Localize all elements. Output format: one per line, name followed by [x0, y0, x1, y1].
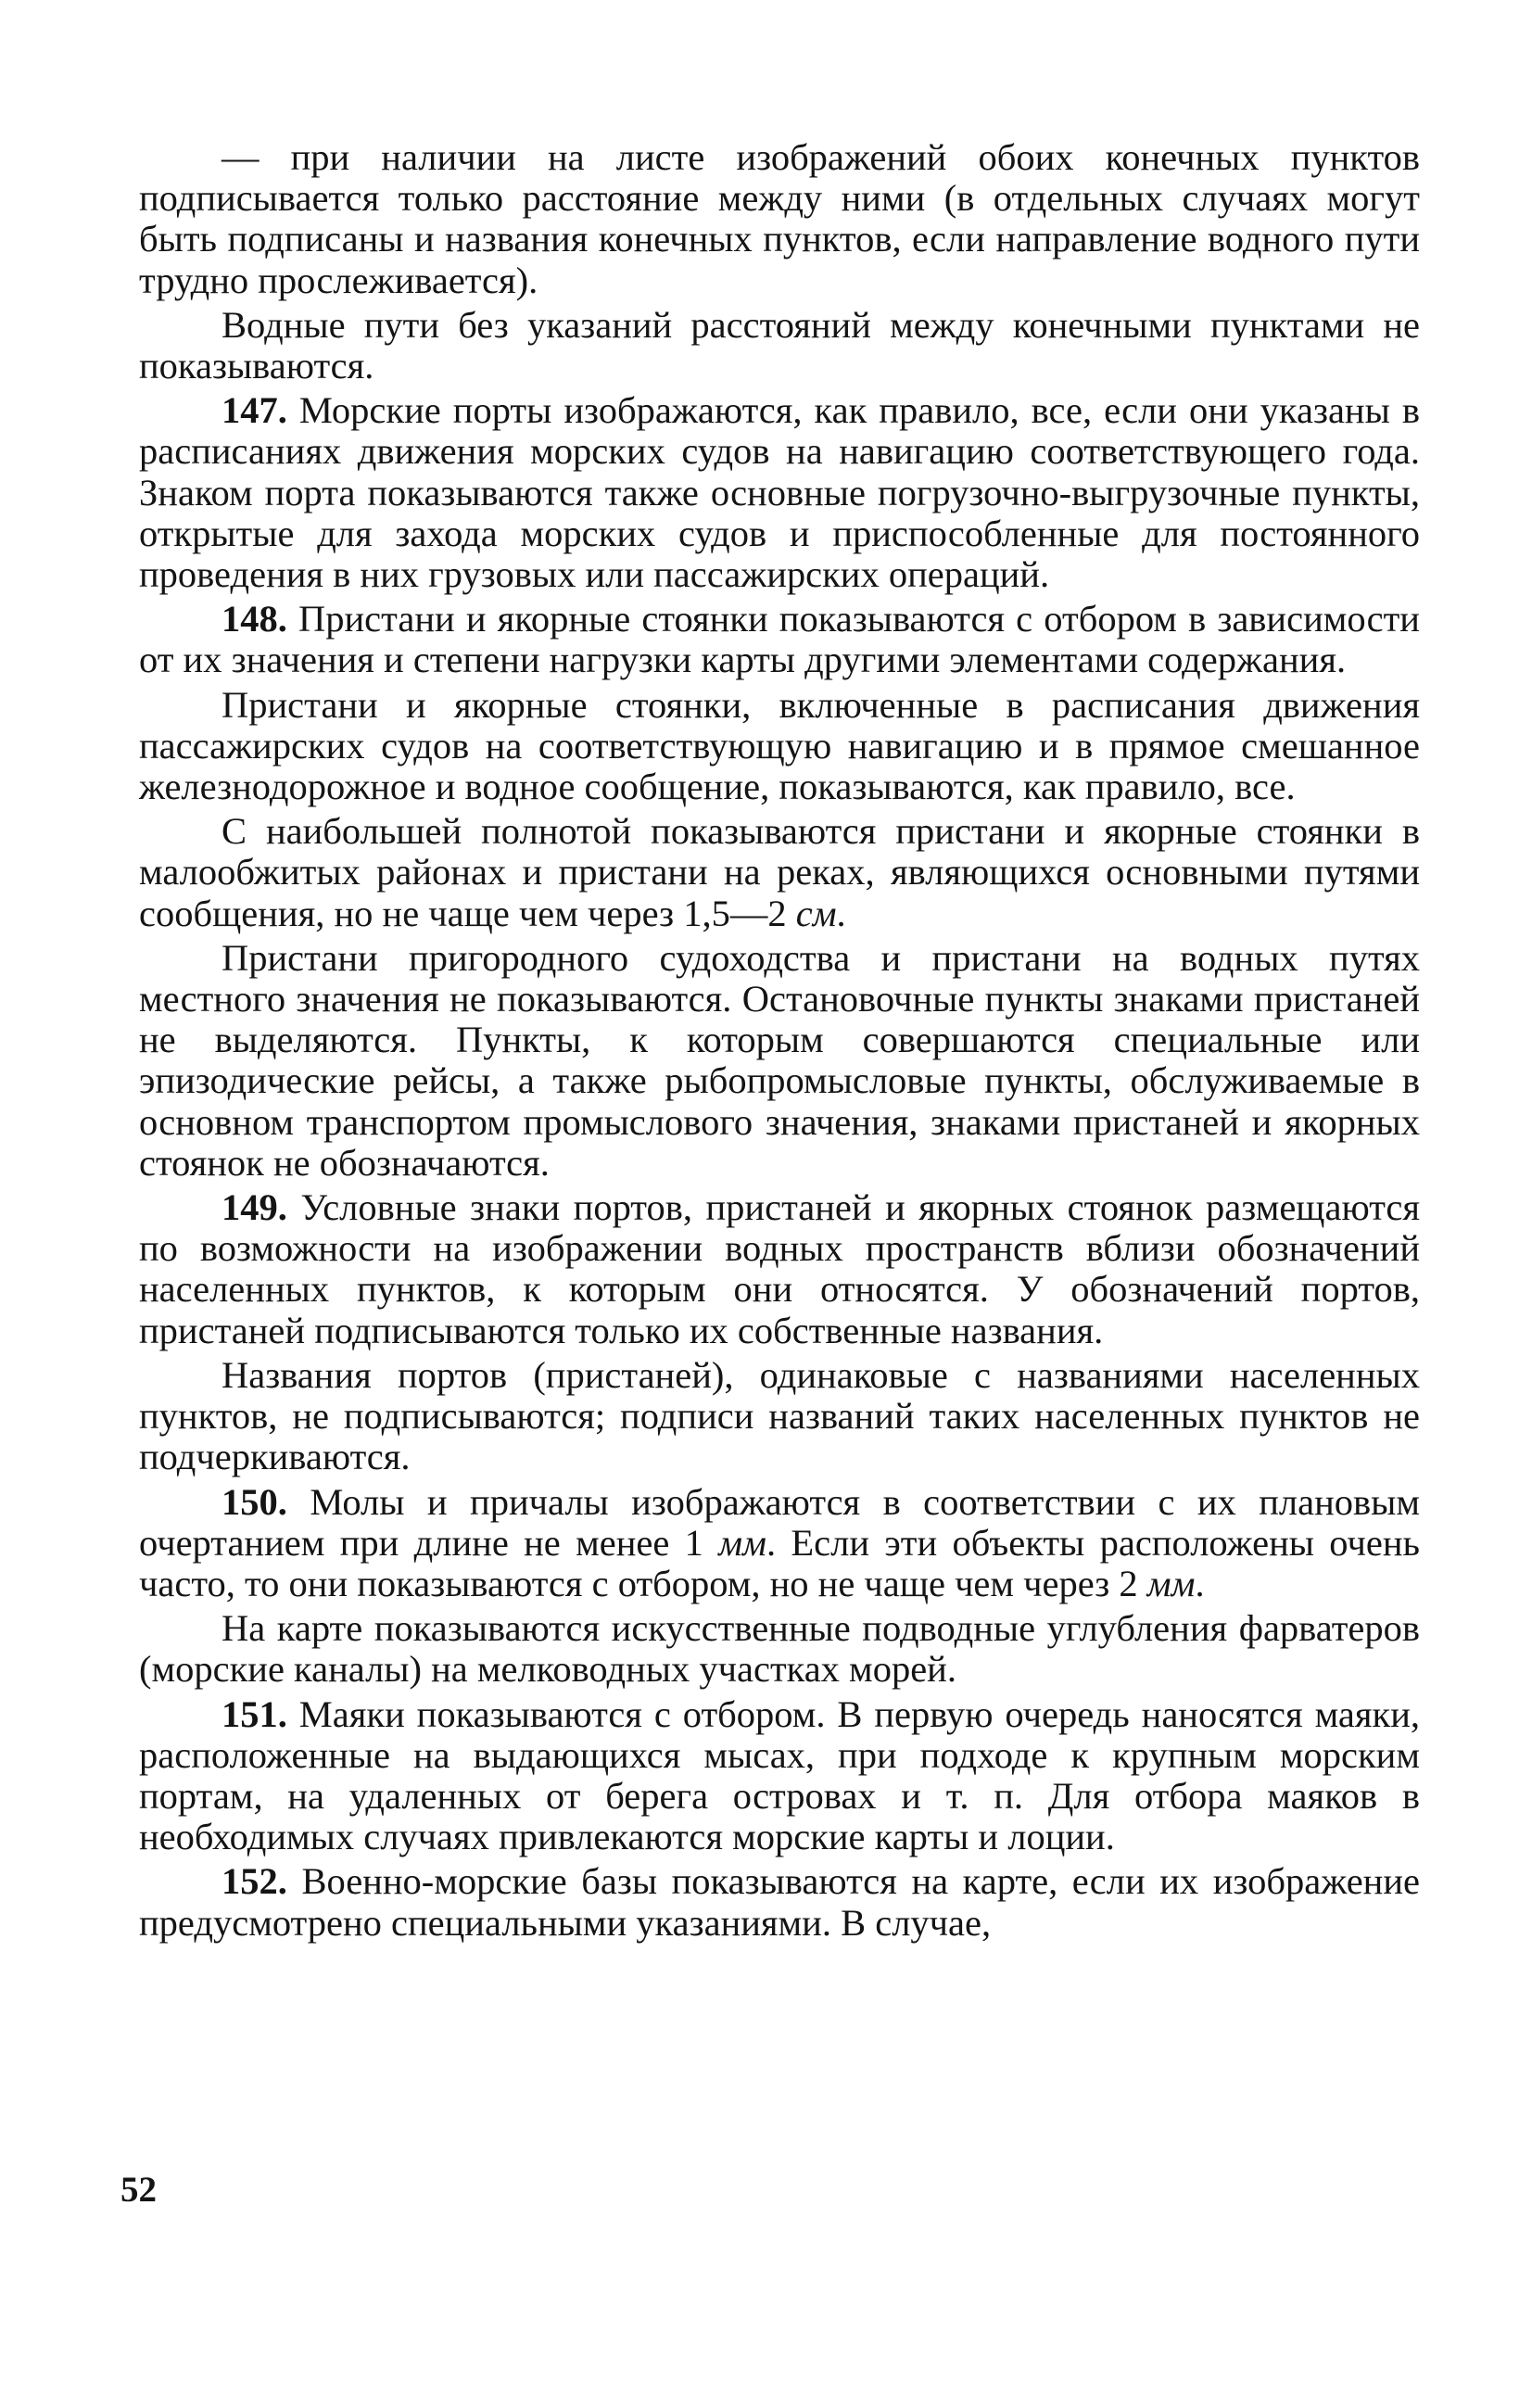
- paragraph-text: Пристани и якорные стоянки показываются с отбором в зависимости от их значения и степени нагрузки карты другими элементами содержания.: [139, 598, 1420, 681]
- section-150: [139, 1482, 1420, 1605]
- section-number: 148.: [222, 598, 287, 640]
- paragraph-text: На карте показываются искусственные подводные углубления фарватеров (морские каналы) на мелководных участках морей.: [139, 1607, 1420, 1691]
- paragraph-9: [139, 1355, 1420, 1478]
- section-number: 150.: [222, 1480, 287, 1523]
- paragraph-11: [139, 1608, 1420, 1690]
- section-147: [139, 390, 1420, 595]
- section-149: [139, 1187, 1420, 1351]
- paragraph-text: Названия портов (пристаней), одинаковые с названиями населенных пунктов, не подписываются; подписи названий таких населенных пунктов не подчеркиваются.: [139, 1353, 1420, 1478]
- section-151: [139, 1694, 1420, 1858]
- paragraph-text: — при наличии на листе изображений обоих конечных пунктов подписывается только расстояние между ними (в отдельных случаях могут быть подписаны и названия конечных пунктов, если направление водного пути трудно прослеживается).: [139, 136, 1420, 301]
- unit-text: см: [795, 892, 837, 934]
- section-number: 147.: [222, 389, 287, 432]
- paragraph-7: [139, 938, 1420, 1184]
- page-body: [139, 137, 1420, 1944]
- paragraph-6: [139, 811, 1420, 934]
- paragraph-text: . Если эти объекты расположены очень часто, то они показываются с отбором, но не чаще чем через 2: [139, 1521, 1420, 1604]
- paragraph-text: Морские порты изображаются, как правило, все, если они указаны в расписаниях движения морских судов на навигацию соответствующего года. Знаком порта показываются также основные погрузочно-выгрузочные пункты, открытые для захода морских судов и приспособленные для постоянного проведения в них грузовых или пассажирских операций.: [139, 389, 1420, 596]
- paragraph-text: Военно-морские базы показываются на карте, если их изображение предусмотрено специальными указаниями. В случае,: [139, 1860, 1420, 1944]
- paragraph-text: С наибольшей полнотой показываются пристани и якорные стоянки в малообжитых районах и пристани на реках, являющихся основными путями сообщения, но не чаще чем через 1,5—2: [139, 810, 1420, 934]
- paragraph-text: Молы и причалы изображаются в соответствии с их плановым очертанием при длине не менее 1: [139, 1480, 1420, 1564]
- paragraph-tail: .: [836, 892, 846, 934]
- paragraph-1: [139, 137, 1420, 301]
- paragraph-2: [139, 305, 1420, 387]
- paragraph-5: [139, 685, 1420, 808]
- paragraph-text: Водные пути без указаний расстояний между конечными пунктами не показываются.: [139, 303, 1420, 387]
- section-number: 151.: [222, 1692, 287, 1735]
- paragraph-text: Пристани и якорные стоянки, включенные в расписания движения пассажирских судов на соответствующую навигацию и в прямое смешанное железнодорожное и водное сообщение, показываются, как правило, все.: [139, 683, 1420, 808]
- paragraph-tail: .: [1195, 1562, 1205, 1604]
- section-number: 149.: [222, 1186, 287, 1229]
- section-152: [139, 1861, 1420, 1943]
- paragraph-text: Маяки показываются с отбором. В первую очередь наносятся маяки, расположенные на выдающихся мысах, при подходе к крупным морским портам, на удаленных от берега островах и т. п. Для отбора маяков в необходимых случаях привлекаются морские карты и лоции.: [139, 1692, 1420, 1858]
- paragraph-text: Пристани пригородного судоходства и пристани на водных путях местного значения не показываются. Остановочные пункты знаками пристаней не выделяются. Пункты, к которым совершаются специальные или эпизодические рейсы, а также рыбопромысловые пункты, обслуживаемые в основном транспортом промыслового значения, знаками пристаней и якорных стоянок не обозначаются.: [139, 936, 1420, 1184]
- unit-text: мм: [718, 1521, 766, 1564]
- section-148: [139, 599, 1420, 680]
- paragraph-text: Условные знаки портов, пристаней и якорных стоянок размещаются по возможности на изображении водных пространств вблизи обозначений населенных пунктов, к которым они относятся. У обозначений портов, пристаней подписываются только их собственные названия.: [139, 1186, 1420, 1351]
- unit-text: мм: [1146, 1562, 1196, 1604]
- page-number: 52: [120, 2170, 157, 2210]
- section-number: 152.: [222, 1860, 287, 1903]
